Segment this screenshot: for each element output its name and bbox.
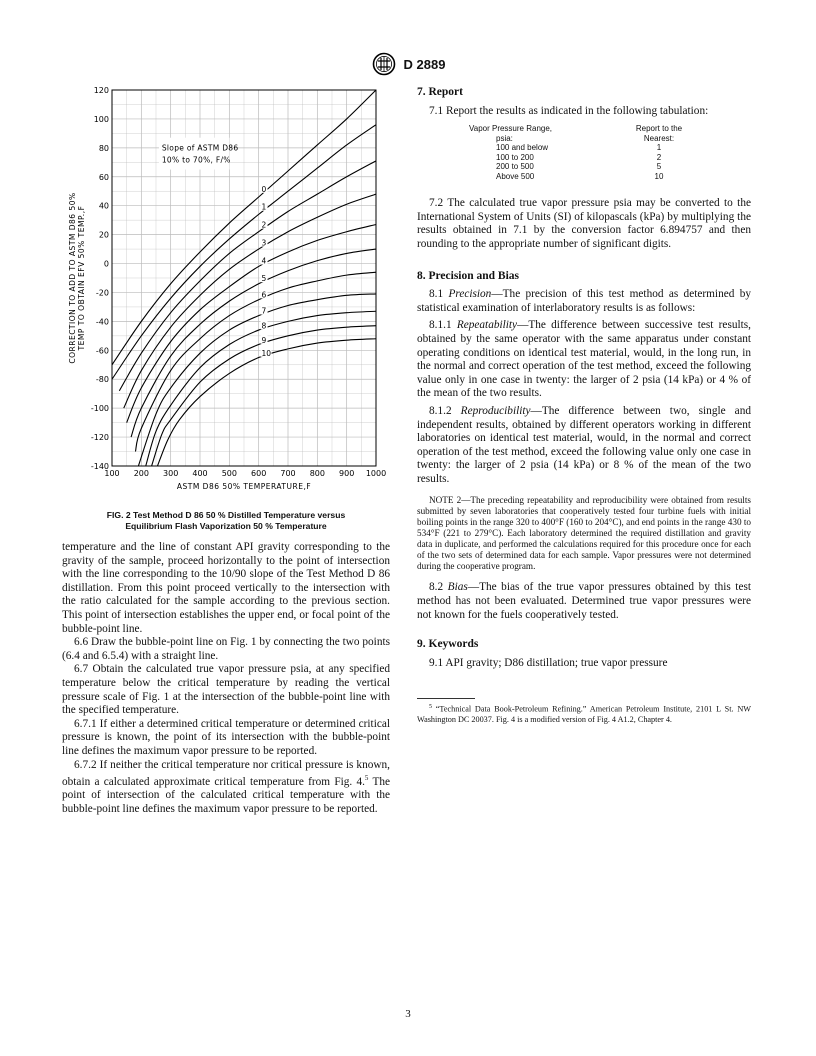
- series-label: 2: [261, 220, 267, 230]
- table-header-cell: Report to the: [635, 124, 683, 134]
- paragraph-text: —The difference between successive test results, obtained by the same operator with the same apparatus under constant operating conditions on identical test material, would, in the long run, in the normal and correct operation of the test method, exceed the following value only in one case in twenty: the larger of 2 psia (14 kPa) or 4 % of the mean of the two results.: [417, 319, 751, 400]
- series-label: 10: [261, 348, 272, 358]
- paragraph-6-7-1: 6.7.1 If either a determined critical temperature or determined critical pressure is known, the point of its intersection with the bubble-point line defines the maximum vapor pressure to be reported.: [62, 717, 390, 757]
- x-tick-label: 400: [192, 469, 208, 478]
- paragraph-8-2: [417, 581, 751, 622]
- table-cell: 100 and below: [496, 143, 549, 153]
- paragraph-6-7: 6.7 Obtain the calculated true vapor pressure psia, at any specified temperature below the critical temperature by reading the vertical pressure scale of Fig. 1 at the intersection of the bubble-point line with the specified temperature.: [62, 663, 390, 717]
- table-cell: 2: [656, 152, 662, 162]
- series-label: 8: [261, 321, 267, 331]
- paragraph-6-7-2: [62, 759, 390, 817]
- paragraph-number: 8.2: [429, 581, 448, 594]
- table-cell: 5: [656, 162, 662, 172]
- figure-caption-line2: Equilibrium Flash Vaporization 50 % Temperature: [125, 521, 327, 531]
- series-line: [135, 272, 376, 451]
- table-header-cell: Vapor Pressure Range,: [469, 124, 553, 134]
- series-label: 6: [261, 290, 267, 300]
- section-8-title: 8. Precision and Bias: [417, 269, 520, 282]
- y-tick-label: 80: [98, 143, 109, 153]
- y-tick-label: 60: [98, 172, 109, 182]
- y-tick-label: 0: [103, 259, 109, 269]
- series-label: 5: [261, 274, 267, 284]
- paragraph-6-7-2-text-a: 6.7.2 If neither the critical temperature nor critical pressure is known, obtain a calculated approximate critical temperature from Fig. 4.: [62, 758, 390, 788]
- y-axis-label-line2: TEMP TO OBTAIN EFV 50% TEMP.,F: [77, 205, 86, 351]
- footnote-5: [417, 702, 751, 725]
- x-tick-label: 200: [133, 469, 149, 478]
- section-9-title: 9. Keywords: [417, 638, 479, 651]
- paragraph-number: 8.1.2: [429, 404, 461, 417]
- document-id: D 2889: [403, 56, 446, 72]
- y-tick-label: -120: [90, 433, 109, 443]
- series-line: [124, 194, 376, 408]
- paragraph-9-1: 9.1 API gravity; D86 distillation; true vapor pressure: [429, 656, 668, 669]
- table-cell: 10: [654, 171, 664, 181]
- table-row: [469, 162, 699, 172]
- y-tick-label: 20: [98, 230, 109, 240]
- x-tick-label: 600: [251, 469, 267, 478]
- series-label: 9: [261, 335, 267, 345]
- figure-2-chart: [62, 82, 390, 504]
- page-number: 3: [405, 1008, 411, 1020]
- paragraph-6-5-cont: temperature and the line of constant API gravity corresponding to the gravity of the sample, proceed horizontally to the point of intersection with the line corresponding to the 10/90 slope of the Test Method D 86 distillation. From this point proceed vertically to the intersection with the ratio calculated for the sample according to the previous section. This point of intersection establishes the upper end, or focal point of the bubble-point line.: [62, 541, 390, 635]
- paragraph-term: Repeatability: [456, 319, 518, 332]
- series-label: 3: [261, 238, 267, 248]
- series-label: 1: [261, 202, 267, 212]
- series-line: [157, 339, 376, 466]
- table-cell: Above 500: [496, 171, 535, 181]
- table-header-cell: psia:: [496, 133, 513, 143]
- footnote-ref-5[interactable]: 5: [364, 774, 369, 783]
- table-cell: 100 to 200: [496, 152, 534, 162]
- y-tick-label: -20: [95, 288, 109, 298]
- paragraph-6-6: 6.6 Draw the bubble-point line on Fig. 1 by connecting the two points (6.4 and 6.5.4) with a straight line.: [62, 636, 390, 662]
- figure-caption: [62, 510, 390, 532]
- y-tick-label: -80: [95, 375, 109, 385]
- note-2: NOTE 2—The preceding repeatability and reproducibility were obtained from results submitted by seven laboratories that cooperatively tested four turbine fuels with initial boiling points in the range 320 to 400°F (160 to 204°C), and end points in the range 430 to 534°F (221 to 279°C). Each laboratory determined the required distillation and gravity data in duplicate, and performed the calculations required for this procedure once for each of the two sets of determined data for each sample. Vapor pressures were not determined during the cooperative program.: [417, 495, 751, 572]
- paragraph-text: —The bias of the true vapor pressures obtained by this test method has not been evaluated. Determined true vapor pressures were not known for the fuels cooperatively tested.: [417, 581, 751, 621]
- x-tick-label: 100: [104, 469, 120, 478]
- paragraph-8-1-1: [417, 319, 751, 401]
- y-tick-label: -60: [95, 346, 109, 356]
- x-axis-label: ASTM D86 50% TEMPERATURE,F: [176, 482, 312, 491]
- paragraph-8-1-2: [417, 405, 751, 487]
- series-label: 0: [261, 184, 267, 194]
- paragraph-term: Reproducibility: [460, 404, 531, 417]
- y-tick-label: 100: [93, 114, 109, 124]
- footnote-text: “Technical Data Book-Petroleum Refining.” American Petroleum Institute, 2101 L St. NW Washington DC 20037. Fig. 4 is a modified version of Fig. 4 A1.2, Chapter 4.: [417, 705, 751, 725]
- page-header: [0, 52, 816, 76]
- y-tick-label: 40: [98, 201, 109, 211]
- series-line: [146, 311, 376, 466]
- paragraph-text: —The precision of this test method as determined by statistical examination of interlaboratory results is as follows:: [417, 288, 751, 314]
- paragraph-7-2: 7.2 The calculated true vapor pressure psia may be converted to the International System of Units (SI) of kilopascals (kPa) by multiplying the results obtained in 7.1 by the conversion factor 6.894757 and then rounding to the appropriate number of significant digits.: [417, 197, 751, 250]
- table-cell: 200 to 500: [496, 162, 534, 172]
- legend-line2: 10% to 70%, F/%: [161, 155, 231, 165]
- legend-background: [159, 138, 229, 170]
- x-tick-label: 1000: [365, 469, 387, 478]
- table-header-row: [469, 134, 699, 144]
- paragraph-number: 8.1: [429, 288, 449, 301]
- series-label: 7: [261, 306, 267, 316]
- paragraph-text: —The difference between two, single and independent results, obtained by different operators working in different laboratories on identical test material, would, in the normal and correct operation of the test method, exceed the following value only one case in twenty: the larger of 2 psia (14 kPa) or 8 % of the mean of the two results.: [417, 404, 751, 485]
- x-tick-label: 900: [339, 469, 355, 478]
- y-axis-label-line1: CORRECTION TO ADD TO ASTM D86 50%: [68, 192, 77, 364]
- table-header-row: [469, 124, 699, 134]
- x-tick-label: 300: [163, 469, 179, 478]
- legend-line1: Slope of ASTM D86: [161, 143, 239, 153]
- footnote-number: 5: [429, 704, 432, 711]
- y-tick-label: -100: [90, 404, 109, 414]
- table-row: [469, 172, 699, 182]
- right-column: [417, 86, 751, 725]
- figure-2: [62, 82, 390, 532]
- paragraph-8-1: [417, 288, 751, 315]
- astm-logo-icon: [371, 52, 397, 76]
- y-tick-label: 120: [93, 86, 109, 95]
- paragraph-6-7-2-text-b: The point of intersection of the calculated critical temperature with the bubble-point line defines the maximum vapor pressure to be reported.: [62, 775, 391, 816]
- x-tick-label: 500: [221, 469, 237, 478]
- series-line: [119, 161, 376, 391]
- paragraph-number: 8.1.1: [429, 319, 457, 332]
- table-row: [469, 153, 699, 163]
- paragraph-7-1: 7.1 Report the results as indicated in the following tabulation:: [429, 104, 709, 117]
- report-table: [469, 124, 699, 181]
- table-cell: 1: [656, 143, 662, 153]
- table-header-cell: Nearest:: [643, 133, 675, 143]
- x-tick-label: 700: [280, 469, 296, 478]
- left-column: [62, 541, 390, 817]
- x-tick-label: 800: [309, 469, 325, 478]
- y-tick-label: -140: [90, 462, 109, 471]
- series-label: 4: [261, 256, 267, 266]
- section-7-title: 7. Report: [417, 86, 463, 98]
- paragraph-term: Precision: [448, 288, 492, 301]
- footnote-divider: [417, 698, 475, 699]
- series-line: [138, 294, 376, 466]
- paragraph-term: Bias: [447, 581, 468, 594]
- figure-caption-line1: FIG. 2 Test Method D 86 50 % Distilled Temperature versus: [106, 510, 346, 520]
- y-tick-label: -40: [95, 317, 109, 327]
- table-row: [469, 143, 699, 153]
